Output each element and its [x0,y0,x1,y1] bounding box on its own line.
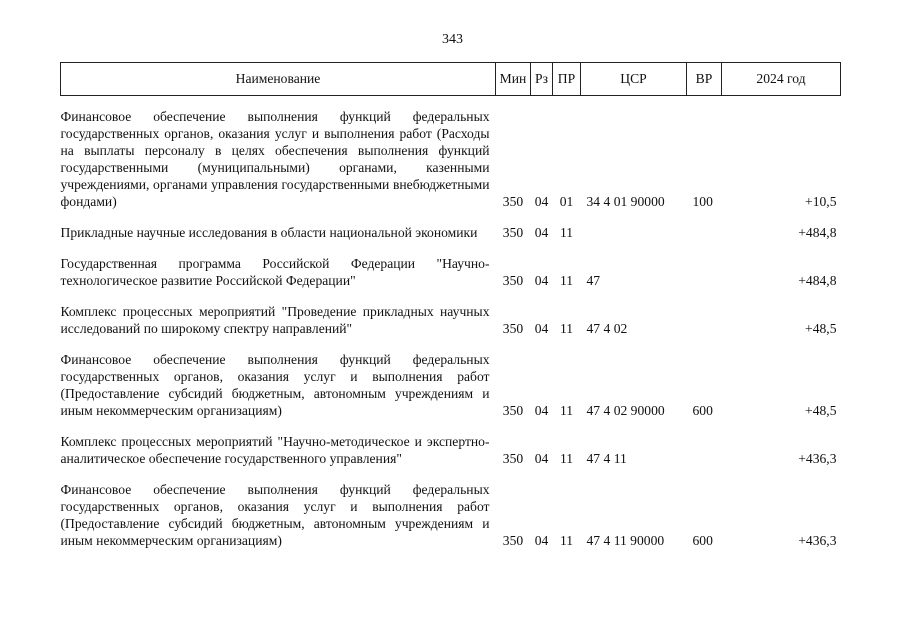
budget-table [60,62,841,549]
row-spacer [61,241,841,255]
row-name [61,351,496,419]
header-min: Мин [496,63,531,96]
header-name: Наименование [61,63,496,96]
row-spacer [61,337,841,351]
row-spacer-cell [61,467,841,481]
row-name-text: Государственная программа Российской Федерации "Научно-технологическое развитие Российской Федерации" [60,256,490,288]
table-row [61,433,841,467]
row-pr: 01 [559,194,574,209]
row-rz: 04 [534,451,549,466]
header-pr: ПР [553,63,581,96]
row-spacer-cell [61,96,841,109]
row-vr: 600 [692,533,713,548]
header-rz: Рз [531,63,553,96]
table-row [61,303,841,337]
row-pr: 11 [559,273,574,288]
table-row [61,108,841,210]
row-vr [687,224,722,241]
row-pr: 11 [559,225,574,240]
row-csr: 47 [586,273,601,288]
row-rz: 04 [534,533,549,548]
row-name-text: Финансовое обеспечение выполнения функций федеральных государственных органов, оказания услуг и выполнения работ (Предоставление субсидий бюджетным, автономным учреждениям и иным некоммерческим организациям) [60,482,490,548]
row-name-text: Комплекс процессных мероприятий "Проведение прикладных научных исследований по широкому спектру направлений" [60,304,490,336]
row-sum: +48,5 [805,321,837,336]
row-name-text: Комплекс процессных мероприятий "Научно-методическое и экспертно-аналитическое обеспечение государственного управления" [60,434,490,466]
row-rz: 04 [534,321,549,336]
row-rz: 04 [534,273,549,288]
row-spacer-cell [61,289,841,303]
row-sum: +484,8 [798,273,837,288]
row-min: 350 [502,225,524,240]
header-year: 2024 год [722,63,841,96]
row-min: 350 [502,403,524,418]
row-vr [687,303,722,337]
row-pr: 11 [559,533,574,548]
row-vr: 600 [692,403,713,418]
row-sum: +436,3 [798,451,837,466]
row-csr: 34 4 01 90000 [586,194,665,209]
table-header-row [61,63,841,96]
row-spacer [61,96,841,109]
row-min: 350 [502,194,524,209]
table-body [61,96,841,550]
row-sum: +484,8 [798,225,837,240]
row-vr [687,255,722,289]
table-row [61,481,841,549]
row-pr: 11 [559,451,574,466]
table-row [61,255,841,289]
row-spacer-cell [61,241,841,255]
row-min: 350 [502,321,524,336]
row-csr: 47 4 02 90000 [586,403,665,418]
row-spacer-cell [61,337,841,351]
row-spacer [61,467,841,481]
row-pr: 11 [559,403,574,418]
row-spacer-cell [61,419,841,433]
row-min: 350 [502,533,524,548]
row-csr: 47 4 11 [586,451,627,466]
row-rz: 04 [534,194,549,209]
row-csr: 47 4 11 90000 [586,533,665,548]
row-spacer-cell [61,210,841,224]
row-name-text: Финансовое обеспечение выполнения функций федеральных государственных органов, оказания услуг и выполнения работ (Предоставление субсидий бюджетным, автономным учреждениям и иным некоммерческим организациям) [60,352,490,418]
row-name-text: Прикладные научные исследования в области национальной экономики [60,225,478,240]
row-sum: +10,5 [805,194,837,209]
row-spacer [61,419,841,433]
row-vr: 100 [692,194,713,209]
row-sum: +48,5 [805,403,837,418]
row-csr [581,224,687,241]
row-name [61,481,496,549]
row-name [61,224,496,241]
row-name [61,303,496,337]
header-csr: ЦСР [581,63,687,96]
page-number: 343 [442,32,463,47]
row-name [61,108,496,210]
table-row [61,224,841,241]
row-name [61,255,496,289]
row-pr: 11 [559,321,574,336]
row-csr: 47 4 02 [586,321,628,336]
row-rz: 04 [534,225,549,240]
row-name-text: Финансовое обеспечение выполнения функций федеральных государственных органов, оказания услуг и выполнения работ (Расходы на выплаты персоналу в целях обеспечения выполнения функций государственными (муниципальными) органами, казенными учреждениями, органами управления государственными внебюджетными фондами) [60,109,490,209]
row-sum: +436,3 [798,533,837,548]
row-name [61,433,496,467]
row-spacer [61,210,841,224]
row-rz: 04 [534,403,549,418]
row-spacer [61,289,841,303]
header-vr: ВР [687,63,722,96]
table-row [61,351,841,419]
row-min: 350 [502,273,524,288]
row-vr [687,433,722,467]
row-min: 350 [502,451,524,466]
